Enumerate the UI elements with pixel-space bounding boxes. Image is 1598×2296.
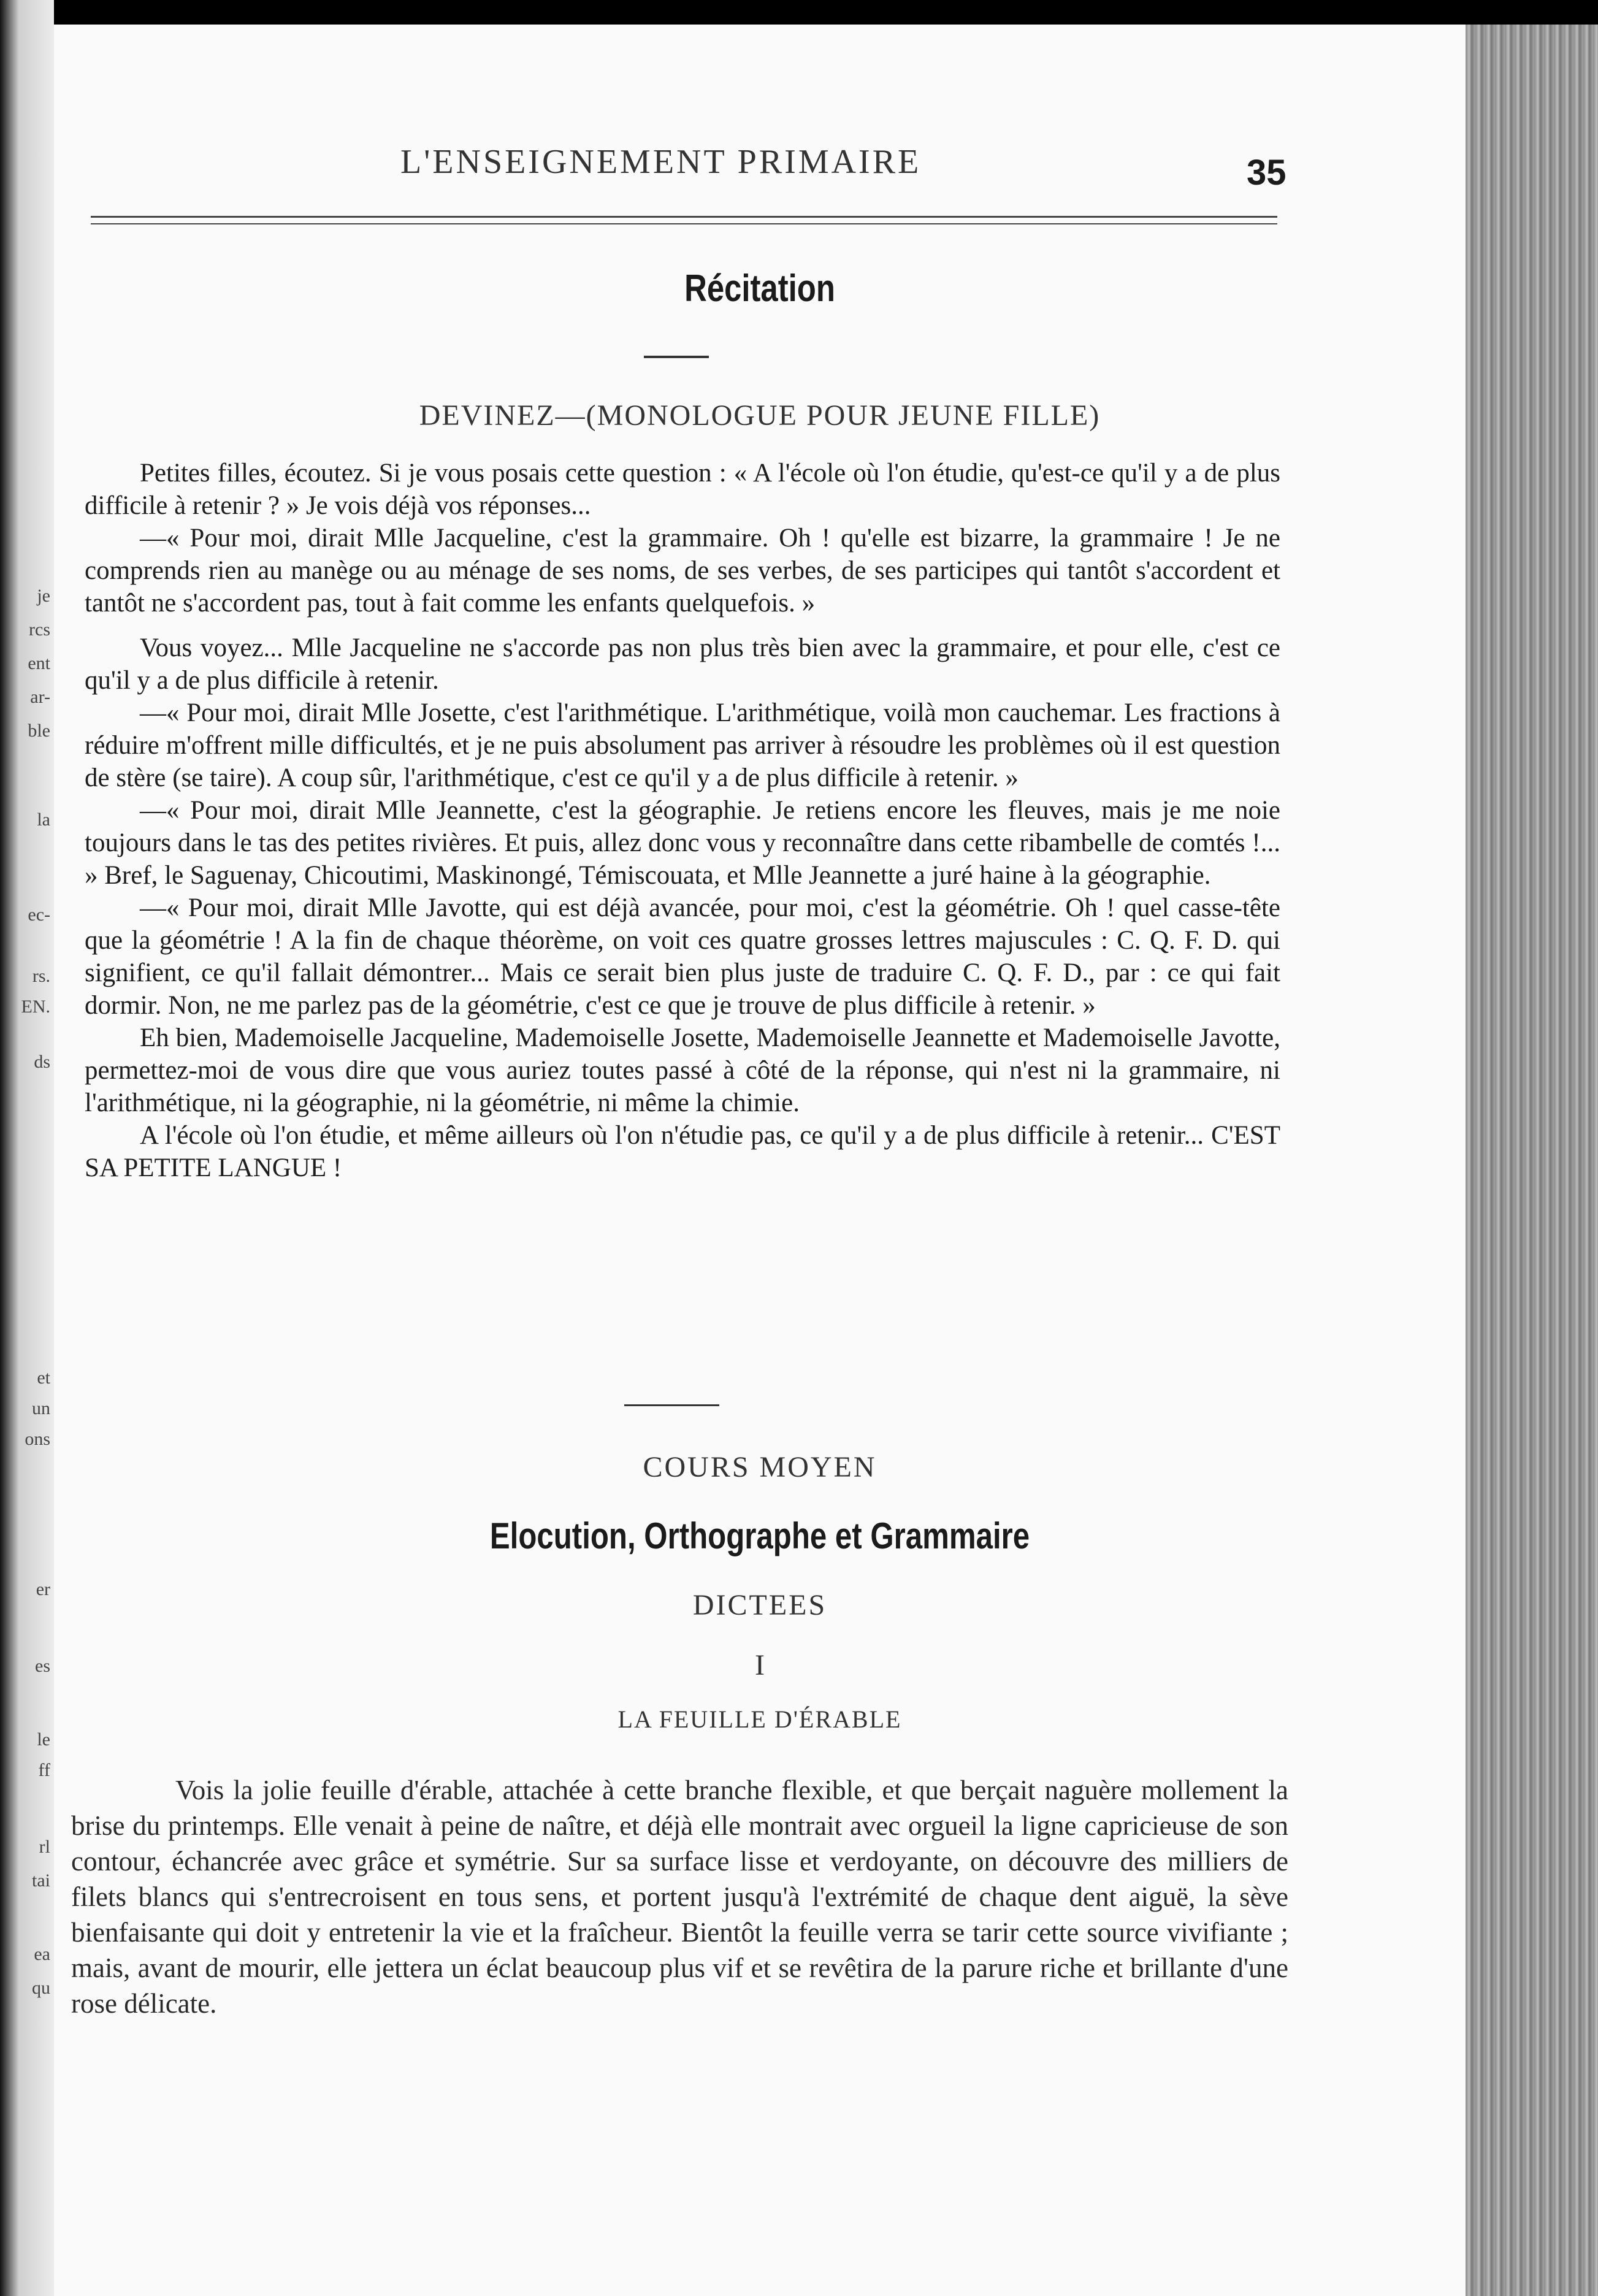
- margin-fragment: qu: [32, 1978, 50, 1998]
- margin-fragment: EN.: [21, 997, 50, 1017]
- page-number: 35: [1247, 153, 1286, 193]
- header-rule-thin: [91, 223, 1277, 224]
- margin-fragment: un: [32, 1398, 50, 1418]
- facing-page-edge: [0, 0, 54, 2296]
- paragraph: Vous voyez... Mlle Jacqueline ne s'accorde pas non plus très bien avec la grammaire, et pour elle, c'est ce qu'il y a de plus difficile à retenir.: [85, 633, 1280, 695]
- margin-fragment: ent: [28, 653, 50, 673]
- margin-fragment: ec-: [28, 905, 50, 925]
- paragraph: Eh bien, Mademoiselle Jacqueline, Mademoiselle Josette, Mademoiselle Jeannette et Mademoiselle Javotte, permettez-moi de vous dire que vous auriez toutes passé à côté de la réponse, qui n'est ni la grammaire, ni l'arithmétique, ni la géographie, ni la géométrie, ni même la chimie.: [85, 1024, 1280, 1117]
- margin-fragment: ble: [28, 721, 50, 741]
- margin-fragment: rl: [39, 1837, 50, 1857]
- course-level-label: COURS MOYEN: [643, 1451, 877, 1483]
- title-divider: [644, 356, 709, 358]
- margin-fragment: es: [35, 1656, 50, 1676]
- margin-fragment: ea: [34, 1944, 50, 1964]
- margin-fragment: ar-: [30, 687, 50, 707]
- book-page-edges: [1466, 25, 1598, 2296]
- dictee-body: [71, 1772, 1288, 2021]
- paragraph: —« Pour moi, dirait Mlle Jacqueline, c'est la grammaire. Oh ! qu'elle est bizarre, la grammaire ! Je ne comprends rien au manège ou au ménage de ses noms, de ses verbes, de ses participes qui tantôt s'accordent et tantôt ne s'accordent pas, tout à fait comme les enfants quelquefois. »: [85, 524, 1280, 618]
- paragraph: A l'école où l'on étudie, et même ailleurs où l'on n'étudie pas, ce qu'il y a de plus difficile à retenir... C'EST SA PETITE LANGUE !: [85, 1121, 1280, 1182]
- margin-fragment: ons: [25, 1429, 50, 1449]
- margin-fragment: rs.: [32, 966, 50, 986]
- section-divider: [624, 1404, 719, 1406]
- margin-fragment: er: [36, 1579, 50, 1599]
- paragraph: —« Pour moi, dirait Mlle Jeannette, c'est la géographie. Je retiens encore les fleuves, mais je me noie toujours dans le tas des petites rivières. Et puis, allez donc vous y reconnaître dans cette ribambelle de comtés !... » Bref, le Saguenay, Chicoutimi, Maskinongé, Témiscouata, et Mlle Jeannette a juré haine à la géographie.: [85, 796, 1280, 890]
- margin-fragment: tai: [32, 1870, 50, 1891]
- running-title: L'ENSEIGNEMENT PRIMAIRE: [400, 143, 922, 181]
- lesson-title: Elocution, Orthographe et Grammaire: [489, 1515, 1030, 1556]
- book-page: [54, 25, 1466, 2296]
- paragraph: Petites filles, écoutez. Si je vous posais cette question : « A l'école où l'on étudie, qu'est-ce qu'il y a de plus difficile à retenir ? » Je vois déjà vos réponses...: [85, 459, 1280, 520]
- paragraph: —« Pour moi, dirait Mlle Josette, c'est l'arithmétique. L'arithmétique, voilà mon cauchemar. Les fractions à réduire m'offrent mille difficultés, et je ne puis absolument pas arriver à résoudre les problèmes où il est question de stère (se taire). A coup sûr, l'arithmétique, c'est ce qu'il y a de plus difficile à retenir. »: [85, 698, 1280, 792]
- section-title: Récitation: [684, 267, 835, 310]
- margin-fragment: rcs: [29, 619, 50, 640]
- dictee-number: I: [755, 1649, 765, 1682]
- margin-fragment: je: [37, 586, 50, 606]
- dictee-paragraph: Vois la jolie feuille d'érable, attachée à cette branche flexible, et que berçait naguère mollement la brise du printemps. Elle venait à peine de naître, et déjà elle montrait avec orgueil la ligne capricieuse de son contour, échancrée avec grâce et symétrie. Sur sa surface lisse et verdoyante, on découvre des milliers de filets blancs qui s'entrecroisent en tous sens, et portent jusqu'à l'extrémité de chaque dent aiguë, la sève bienfaisante qui doit y entretenir la vie et la fraîcheur. Bientôt la feuille verra se tarir cette source vivifiante ; mais, avant de mourir, elle jettera un éclat beaucoup plus vif et se revêtira de la parure riche et brillante d'une rose délicate.: [71, 1775, 1288, 2019]
- margin-fragment: ff: [38, 1760, 50, 1780]
- header-rule: [91, 216, 1277, 218]
- margin-fragment: ds: [34, 1052, 50, 1072]
- margin-fragment: le: [37, 1729, 50, 1750]
- dictee-title: LA FEUILLE D'ÉRABLE: [617, 1705, 902, 1733]
- margin-fragment: et: [37, 1368, 50, 1388]
- margin-fragment: la: [37, 809, 50, 830]
- recitation-subtitle: DEVINEZ—(MONOLOGUE POUR JEUNE FILLE): [419, 399, 1101, 432]
- recitation-body: [85, 457, 1280, 1184]
- dictees-label: DICTEES: [692, 1589, 827, 1621]
- paragraph: —« Pour moi, dirait Mlle Javotte, qui est déjà avancée, pour moi, c'est la géométrie. Oh ! quel casse-tête que la géométrie ! A la fin de chaque théorème, on voit ces quatre grosses lettres majuscules : C. Q. F. D. qui signifient, ce qu'il fallait démontrer... Mais ce serait bien plus juste de traduire C. Q. F. D., par : ce qui fait dormir. Non, ne me parlez pas de la géométrie, c'est ce que je trouve de plus difficile à retenir. »: [85, 894, 1280, 1020]
